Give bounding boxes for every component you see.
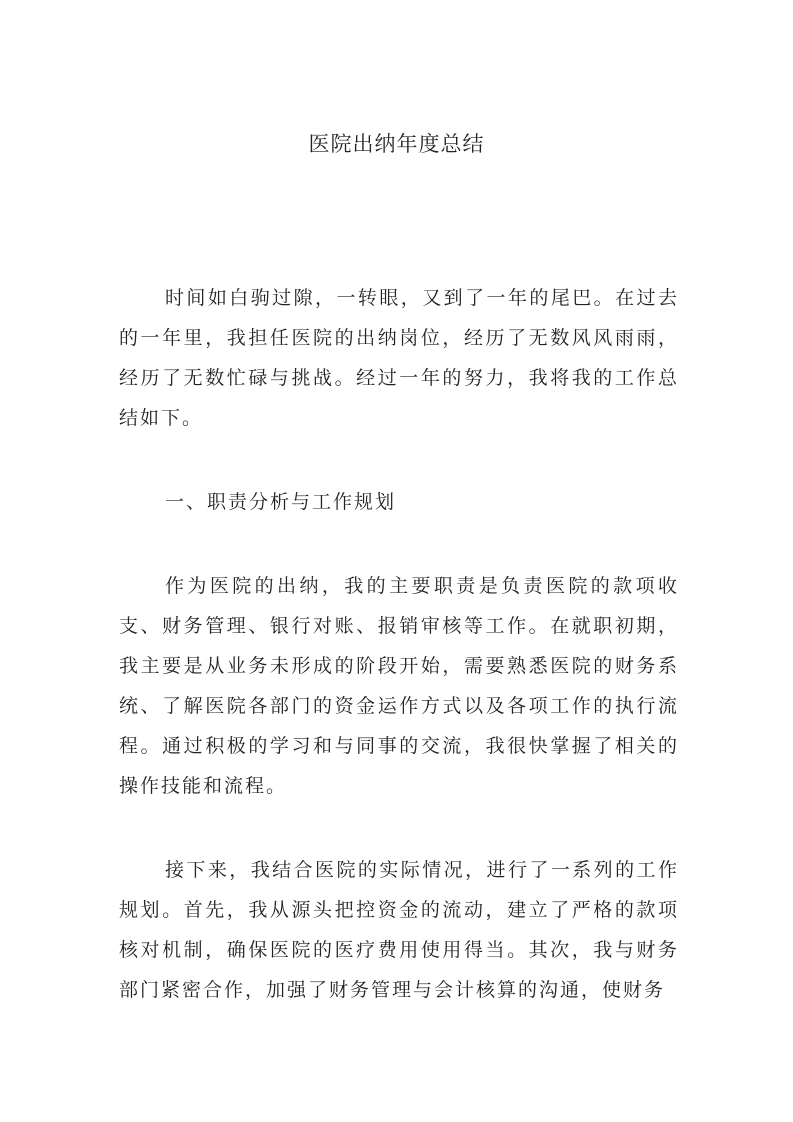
section-heading-1: 一、职责分析与工作规划 — [165, 491, 397, 513]
document-body — [119, 278, 679, 1010]
paragraph-responsibilities: 作为医院的出纳，我的主要职责是负责医院的款项收支、财务管理、银行对账、报销审核等工作。在就职初期，我主要是从业务未形成的阶段开始，需要熟悉医院的财务系统、了解医院各部门的资金运作方式以及各项工作的执行流程。通过积极的学习和与同事的交流，我很快掌握了相关的操作技能和流程。 — [119, 575, 679, 797]
paragraph-spacer — [119, 806, 679, 850]
document-title: 医院出纳年度总结 — [308, 132, 485, 156]
paragraph-intro: 时间如白驹过隙，一转眼，又到了一年的尾巴。在过去的一年里，我担任医院的出纳岗位，经历了无数风风雨雨，经历了无数忙碌与挑战。经过一年的努力，我将我的工作总结如下。 — [119, 287, 679, 429]
paragraph-planning: 接下来，我结合医院的实际情况，进行了一系列的工作规划。首先，我从源头把控资金的流动，建立了严格的款项核对机制，确保医院的医疗费用使用得当。其次，我与财务部门紧密合作，加强了财务管理与会计核算的沟通，使财务 — [119, 859, 679, 1001]
paragraph-spacer — [119, 522, 679, 566]
paragraph-spacer — [119, 438, 679, 482]
